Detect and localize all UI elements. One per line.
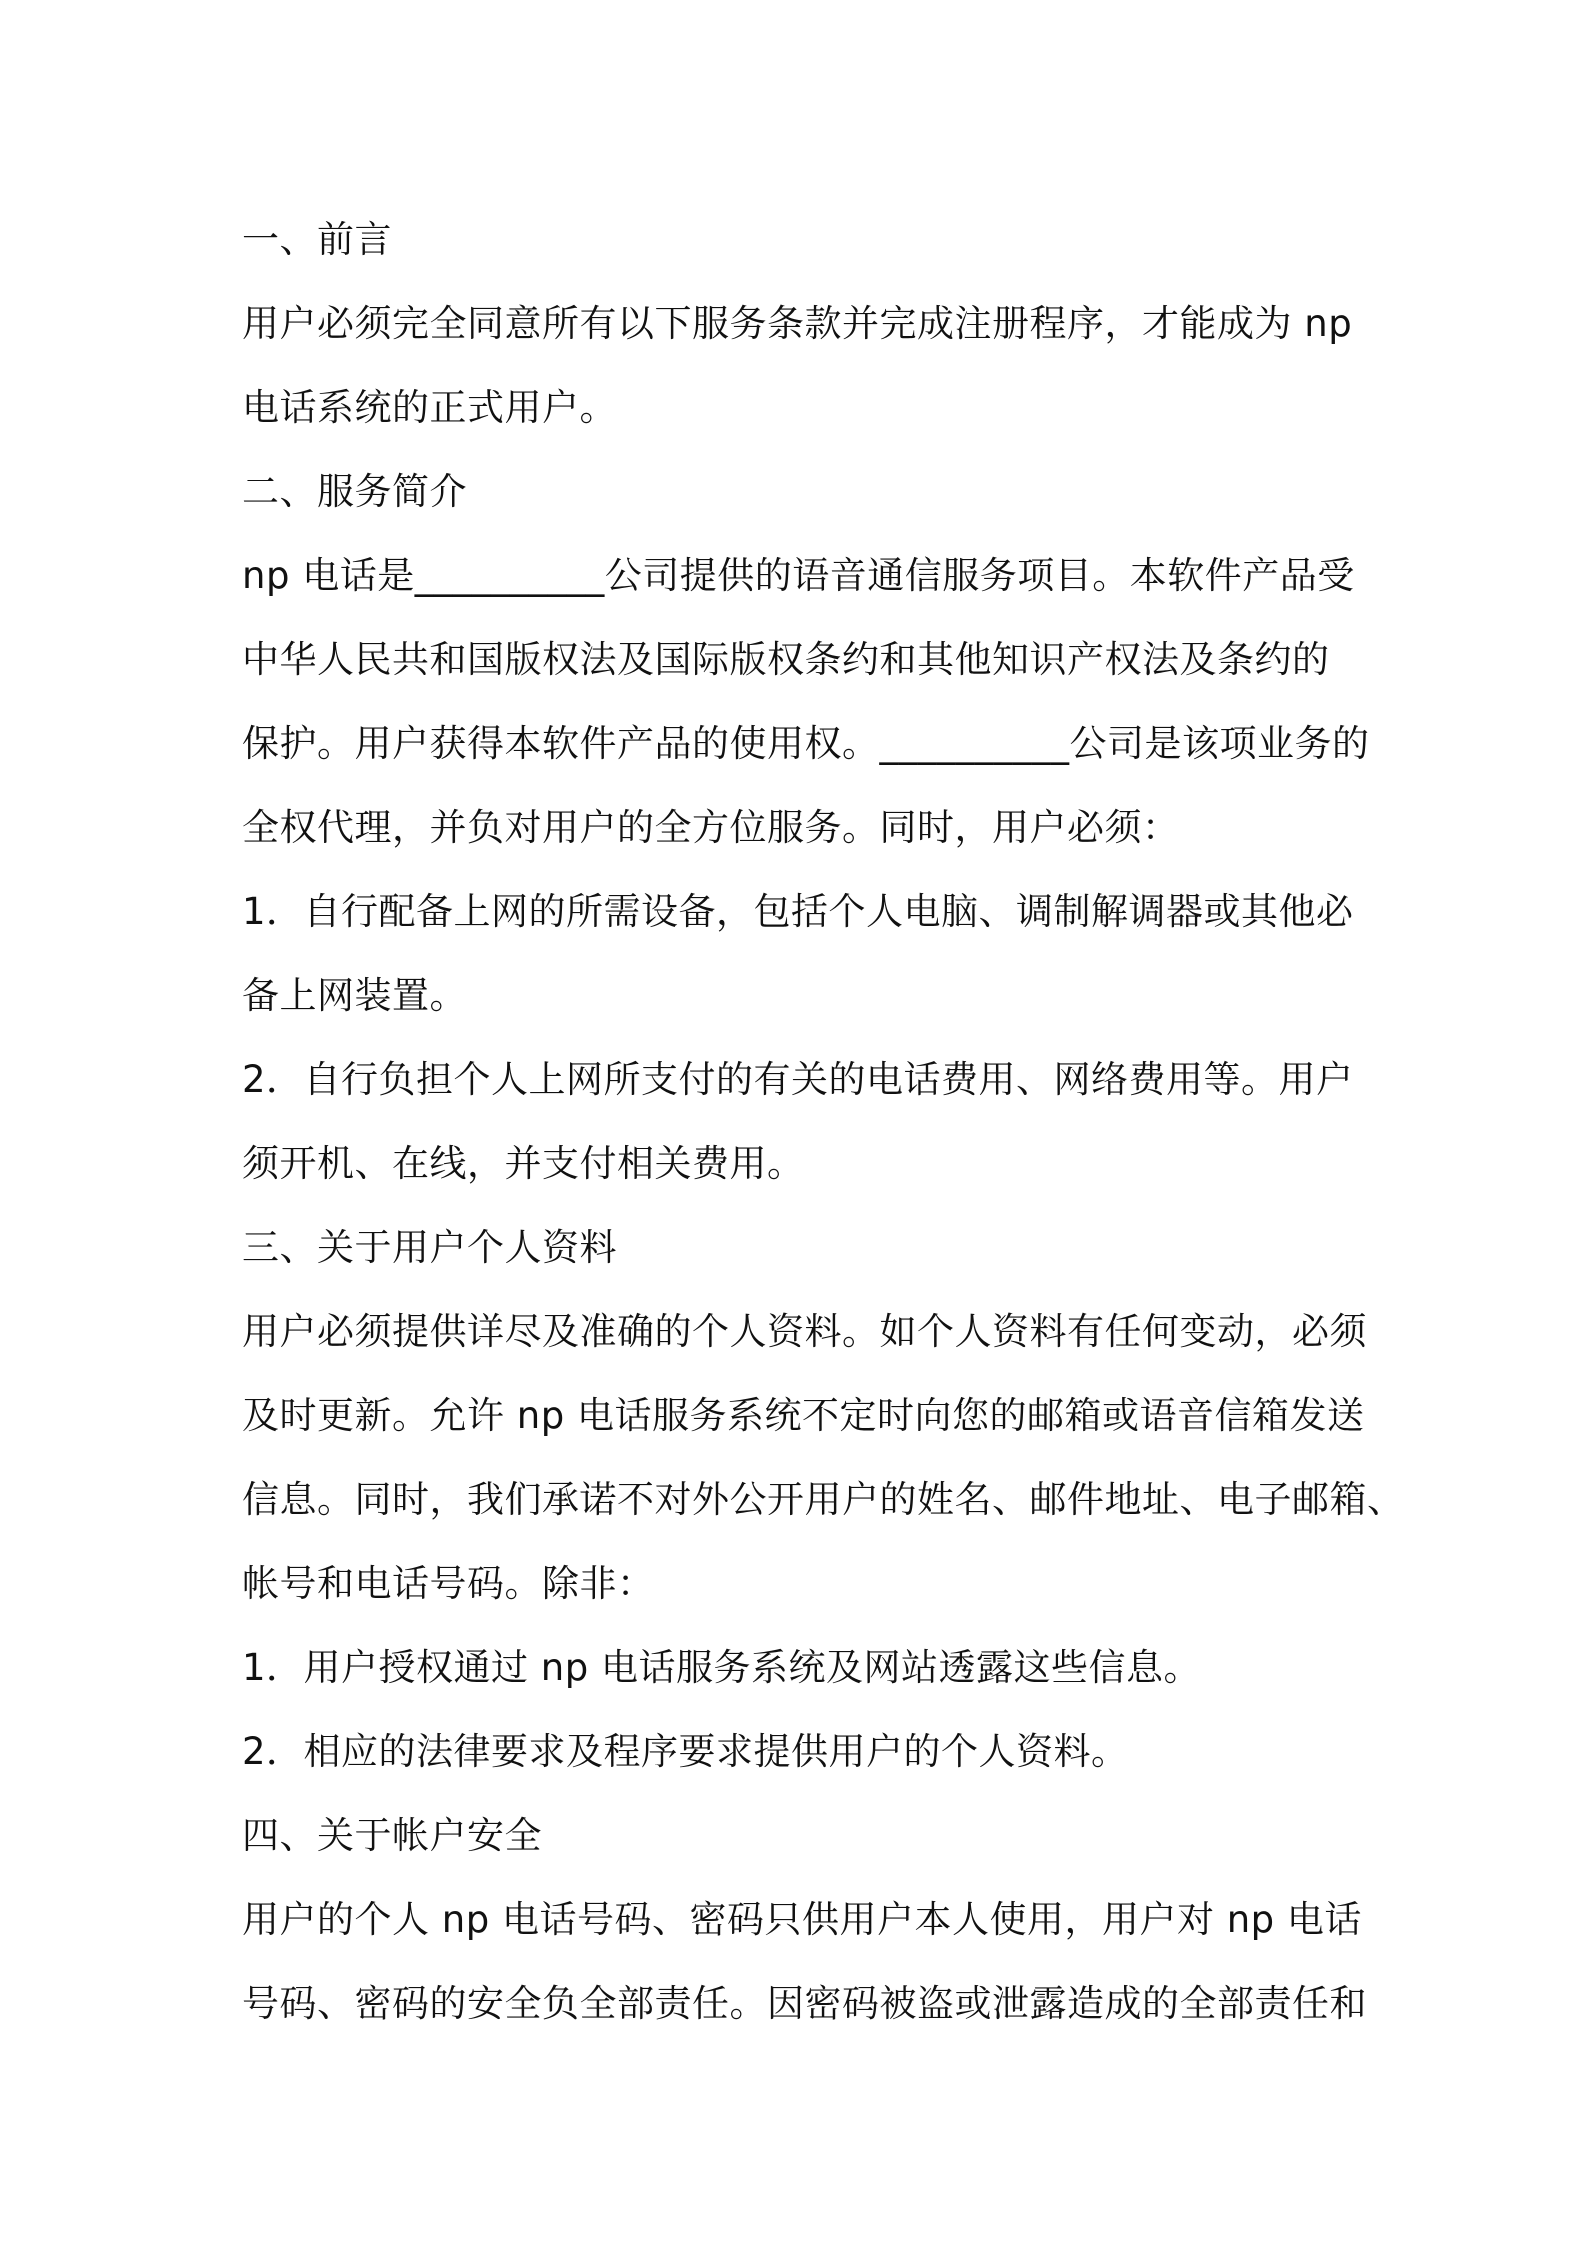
- section-heading-personal-data: 三、关于用户个人资料: [242, 1226, 617, 1269]
- list-item-line: 备上网装置。: [242, 974, 467, 1017]
- paragraph-line: np 电话是__________公司提供的语音通信服务项目。本软件产品受: [242, 554, 1355, 597]
- list-item-line: 2．自行负担个人上网所支付的有关的电话费用、网络费用等。用户: [242, 1058, 1354, 1101]
- paragraph-line: 信息。同时，我们承诺不对外公开用户的姓名、邮件地址、电子邮箱、: [242, 1478, 1405, 1521]
- paragraph-line: 用户必须完全同意所有以下服务条款并完成注册程序，才能成为 np: [242, 302, 1353, 345]
- paragraph-line: 及时更新。允许 np 电话服务系统不定时向您的邮箱或语音信箱发送: [242, 1394, 1365, 1437]
- list-item-line: 2．相应的法律要求及程序要求提供用户的个人资料。: [242, 1730, 1129, 1773]
- list-item-line: 须开机、在线，并支付相关费用。: [242, 1142, 805, 1185]
- list-item-line: 1．自行配备上网的所需设备，包括个人电脑、调制解调器或其他必: [242, 890, 1354, 933]
- list-item-line: 1．用户授权通过 np 电话服务系统及网站透露这些信息。: [242, 1646, 1201, 1689]
- paragraph-line: 号码、密码的安全负全部责任。因密码被盗或泄露造成的全部责任和: [242, 1982, 1367, 2025]
- paragraph-line: 电话系统的正式用户。: [242, 386, 617, 429]
- paragraph-line: 用户的个人 np 电话号码、密码只供用户本人使用，用户对 np 电话: [242, 1898, 1362, 1941]
- document-body: [242, 198, 1405, 2046]
- paragraph-line: 保护。用户获得本软件产品的使用权。__________公司是该项业务的: [242, 722, 1370, 765]
- section-heading-service-intro: 二、服务简介: [242, 470, 467, 513]
- section-heading-account-security: 四、关于帐户安全: [242, 1814, 542, 1857]
- paragraph-line: 用户必须提供详尽及准确的个人资料。如个人资料有任何变动，必须: [242, 1310, 1367, 1353]
- paragraph-line: 中华人民共和国版权法及国际版权条约和其他知识产权法及条约的: [242, 638, 1330, 681]
- paragraph-line: 全权代理，并负对用户的全方位服务。同时，用户必须：: [242, 806, 1180, 849]
- paragraph-line: 帐号和电话号码。除非：: [242, 1562, 655, 1605]
- section-heading-preface: 一、前言: [242, 218, 392, 261]
